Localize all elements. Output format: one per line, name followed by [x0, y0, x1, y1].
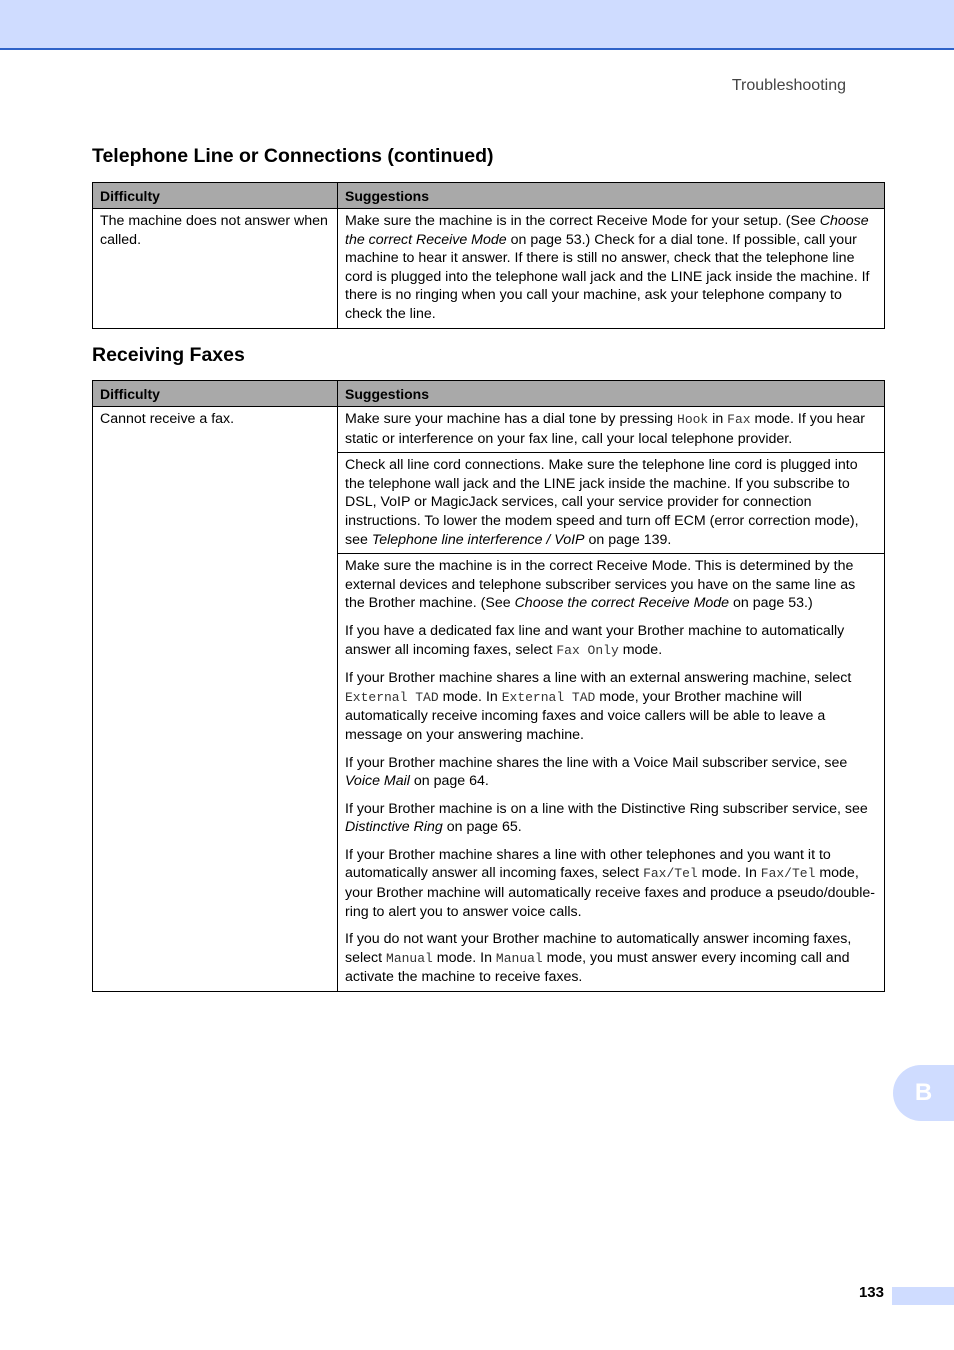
section-title-receiving-faxes: Receiving Faxes	[92, 344, 245, 366]
suggestion-text: If your Brother machine shares the line with a Voice Mail subscriber service, see	[345, 754, 848, 771]
table-header-row	[93, 381, 885, 407]
mode-name: Fax	[727, 412, 751, 427]
suggestion-cell	[338, 554, 885, 992]
cross-reference: Choose the correct Receive Mode	[345, 213, 869, 248]
suggestion-paragraph	[345, 669, 877, 744]
suggestion-text: mode. In	[697, 865, 761, 882]
column-header-difficulty: Difficulty	[93, 381, 338, 407]
suggestion-paragraph	[345, 622, 877, 660]
suggestion-text: mode, your Brother machine will automatically receive incoming faxes and voice callers will be able to leave a message on your answering machine.	[345, 688, 826, 743]
suggestion-text: mode. In	[438, 688, 502, 705]
cross-reference: Choose the correct Receive Mode	[514, 595, 730, 612]
mode-name: Fax Only	[556, 642, 619, 658]
mode-name: Manual	[386, 950, 433, 966]
mode-name: Fax/Tel	[643, 866, 698, 882]
suggestion-text: If you have a dedicated fax line and want your Brother machine to automatically answer all incoming faxes, select	[345, 622, 845, 658]
suggestion-text: mode.	[618, 641, 663, 658]
mode-name: Manual	[495, 950, 543, 966]
table-row	[93, 407, 885, 453]
suggestion-paragraph	[345, 930, 877, 987]
suggestion-text: on page 65.	[442, 819, 522, 836]
cross-reference: Voice Mail	[345, 773, 410, 790]
suggestion-paragraph	[345, 800, 877, 837]
suggestion-paragraph	[345, 557, 877, 613]
suggestion-cell	[338, 453, 885, 554]
suggestion-text: If you do not want your Brother machine to automatically answer incoming faxes, select	[345, 931, 852, 966]
cross-reference: Telephone line interference / VoIP	[371, 531, 585, 548]
section-title-telephone-line: Telephone Line or Connections (continued)	[92, 145, 494, 167]
suggestion-paragraph	[345, 846, 877, 921]
appendix-tab: B	[893, 1065, 954, 1121]
suggestion-cell	[338, 209, 885, 329]
receiving-faxes-table	[92, 380, 885, 992]
telephone-line-table	[92, 182, 885, 329]
top-banner	[0, 0, 954, 50]
difficulty-cell: The machine does not answer when called.	[93, 209, 338, 329]
suggestion-text: If your Brother machine is on a line with the Distinctive Ring subscriber service, see	[345, 800, 868, 817]
suggestion-text: mode. In	[432, 949, 496, 966]
suggestion-paragraph	[345, 754, 877, 791]
column-header-difficulty: Difficulty	[93, 183, 338, 209]
suggestion-cell	[338, 407, 885, 453]
suggestion-text: mode, you must answer every incoming call and activate the machine to receive faxes.	[345, 949, 850, 986]
page-number: 133	[858, 1284, 884, 1301]
suggestion-text: If your Brother machine shares a line with other telephones and you want it to automatically answer all incoming faxes, select	[345, 846, 831, 882]
suggestion-text: on page 53.) Check for a dial tone. If possible, call your machine to hear it answer. If there is still no answer, check that the telephone line cord is plugged into the telephone wall jack and the LINE jack inside the machine. If there is no ringing when you call your machine, ask your telephone company to check the line.	[345, 231, 870, 322]
column-header-suggestions: Suggestions	[338, 381, 885, 407]
key-name: Hook	[677, 412, 709, 427]
table-row	[93, 209, 885, 329]
column-header-suggestions: Suggestions	[338, 183, 885, 209]
mode-name: External TAD	[345, 689, 439, 705]
suggestion-text: mode. If you hear static or interference on your fax line, call your local telephone provider.	[345, 411, 865, 447]
suggestion-text: Make sure your machine has a dial tone by pressing	[345, 411, 678, 427]
suggestion-text: Make sure the machine is in the correct Receive Mode. This is determined by the external devices and telephone subscriber services you have on the same line as the Brother machine. (See	[345, 558, 856, 612]
suggestion-text: Check all line cord connections. Make sure the telephone line cord is plugged into the telephone wall jack and the LINE jack inside the machine. If you subscribe to DSL, VoIP or MagicJack services, call your service provider for connection instructions. To lower the modem speed and turn off ECM (error correction mode), see	[345, 457, 859, 548]
suggestion-text: in	[708, 411, 728, 427]
table-header-row	[93, 183, 885, 209]
suggestion-text: Make sure the machine is in the correct Receive Mode for your setup. (See	[345, 213, 820, 229]
suggestion-text: If your Brother machine shares a line with an external answering machine, select	[345, 670, 852, 687]
page-number-bar	[892, 1287, 954, 1305]
suggestion-text: on page 64.	[409, 773, 489, 790]
suggestion-text: on page 53.)	[729, 595, 813, 612]
running-head: Troubleshooting	[731, 77, 846, 94]
cross-reference: Distinctive Ring	[345, 819, 443, 836]
mode-name: Fax/Tel	[760, 866, 816, 882]
suggestion-text: on page 139.	[584, 531, 672, 548]
mode-name: External TAD	[501, 689, 596, 705]
difficulty-cell: Cannot receive a fax.	[93, 407, 338, 992]
suggestion-text: mode, your Brother machine will automatically receive faxes and produce a pseudo/double-ring to alert you to answer voice calls.	[345, 865, 875, 920]
